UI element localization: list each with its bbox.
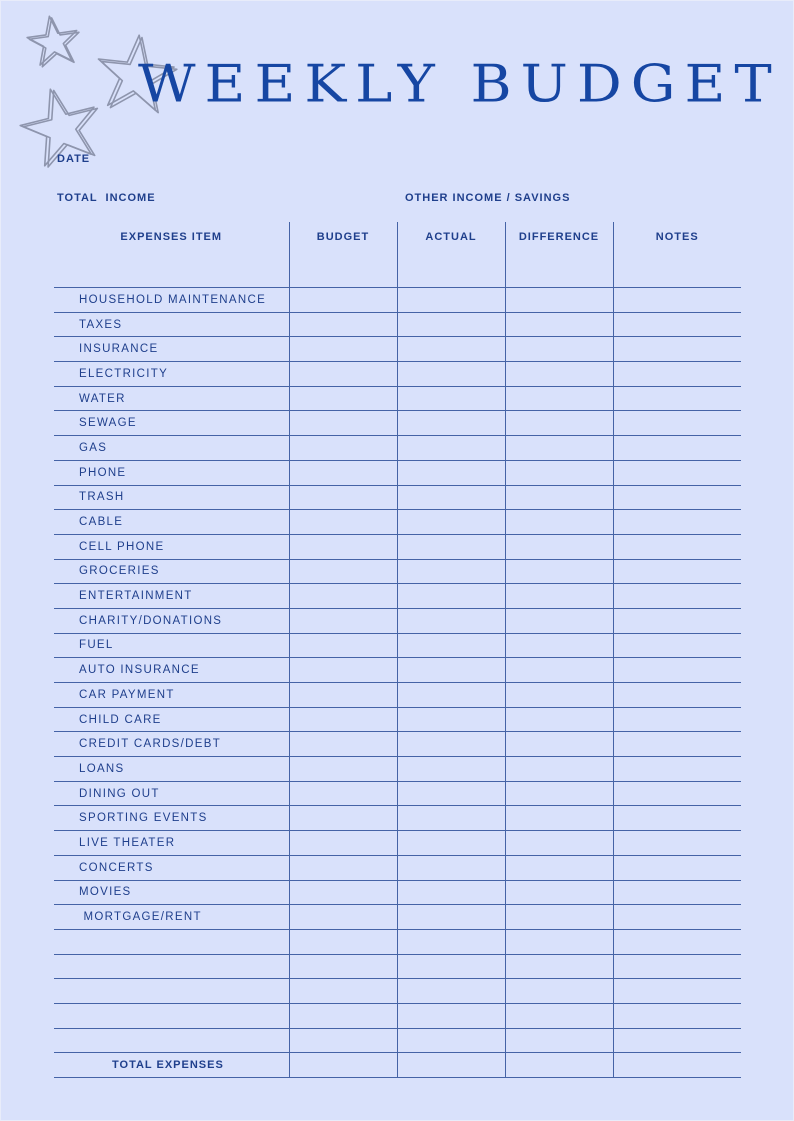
budget-cell[interactable]	[289, 855, 397, 880]
budget-cell[interactable]	[289, 510, 397, 535]
actual-cell[interactable]	[397, 337, 505, 362]
notes-cell[interactable]	[613, 880, 741, 905]
budget-cell[interactable]	[289, 905, 397, 930]
notes-cell[interactable]	[613, 312, 741, 337]
table-row	[54, 781, 741, 806]
expense-item-label: CHARITY/DONATIONS	[54, 608, 289, 633]
difference-cell[interactable]	[505, 510, 613, 535]
expense-item-label: FUEL	[54, 633, 289, 658]
budget-cell[interactable]	[289, 386, 397, 411]
expense-item-label	[54, 1003, 289, 1028]
expense-item-label: WATER	[54, 386, 289, 411]
budget-cell[interactable]	[289, 707, 397, 732]
table-row	[54, 1028, 741, 1053]
table-row	[54, 979, 741, 1004]
actual-cell[interactable]	[397, 880, 505, 905]
notes-cell[interactable]	[613, 288, 741, 313]
actual-cell[interactable]	[397, 436, 505, 461]
budget-cell[interactable]	[289, 929, 397, 954]
actual-cell[interactable]	[397, 1003, 505, 1028]
star-icon	[25, 12, 83, 68]
budget-cell[interactable]	[289, 757, 397, 782]
actual-cell[interactable]	[397, 831, 505, 856]
difference-cell[interactable]	[505, 633, 613, 658]
table-row	[54, 460, 741, 485]
expense-item-label: ENTERTAINMENT	[54, 584, 289, 609]
actual-cell[interactable]	[397, 929, 505, 954]
difference-cell[interactable]	[505, 905, 613, 930]
budget-cell[interactable]	[289, 608, 397, 633]
budget-cell[interactable]	[289, 1053, 397, 1078]
actual-cell[interactable]	[397, 757, 505, 782]
expense-item-label: INSURANCE	[54, 337, 289, 362]
difference-cell[interactable]	[505, 411, 613, 436]
budget-cell[interactable]	[289, 954, 397, 979]
notes-cell[interactable]	[613, 1003, 741, 1028]
table-row	[54, 707, 741, 732]
table-row	[54, 411, 741, 436]
table-row	[54, 929, 741, 954]
table-row	[54, 658, 741, 683]
budget-table	[54, 222, 741, 1078]
table-row	[54, 633, 741, 658]
difference-cell[interactable]	[505, 658, 613, 683]
expense-item-label: CREDIT CARDS/DEBT	[54, 732, 289, 757]
expense-item-label: SPORTING EVENTS	[54, 806, 289, 831]
expense-item-label: AUTO INSURANCE	[54, 658, 289, 683]
actual-cell[interactable]	[397, 954, 505, 979]
budget-cell[interactable]	[289, 485, 397, 510]
budget-cell[interactable]	[289, 362, 397, 387]
actual-cell[interactable]	[397, 362, 505, 387]
actual-cell[interactable]	[397, 855, 505, 880]
notes-cell[interactable]	[613, 707, 741, 732]
difference-cell[interactable]	[505, 436, 613, 461]
difference-cell[interactable]	[505, 485, 613, 510]
budget-cell[interactable]	[289, 411, 397, 436]
total-income-label: TOTAL INCOME	[57, 192, 156, 204]
table-row	[54, 559, 741, 584]
budget-cell[interactable]	[289, 683, 397, 708]
budget-cell[interactable]	[289, 534, 397, 559]
expense-item-label: TRASH	[54, 485, 289, 510]
date-label: DATE	[57, 153, 91, 165]
budget-cell[interactable]	[289, 880, 397, 905]
difference-cell[interactable]	[505, 954, 613, 979]
table-row	[54, 732, 741, 757]
notes-cell[interactable]	[613, 979, 741, 1004]
actual-cell[interactable]	[397, 559, 505, 584]
table-header-row	[54, 222, 741, 288]
budget-cell[interactable]	[289, 584, 397, 609]
difference-cell[interactable]	[505, 460, 613, 485]
difference-cell[interactable]	[505, 806, 613, 831]
expense-item-label: GROCERIES	[54, 559, 289, 584]
expense-item-label: SEWAGE	[54, 411, 289, 436]
notes-cell[interactable]	[613, 534, 741, 559]
expense-item-label: LOANS	[54, 757, 289, 782]
notes-cell[interactable]	[613, 757, 741, 782]
table-row	[54, 1003, 741, 1028]
expense-item-label	[54, 979, 289, 1004]
actual-cell[interactable]	[397, 485, 505, 510]
notes-cell[interactable]	[613, 337, 741, 362]
header-notes: NOTES	[613, 222, 741, 288]
difference-cell[interactable]	[505, 584, 613, 609]
notes-cell[interactable]	[613, 929, 741, 954]
expense-item-label: CONCERTS	[54, 855, 289, 880]
difference-cell[interactable]	[505, 831, 613, 856]
header-budget: BUDGET	[289, 222, 397, 288]
expense-item-label: DINING OUT	[54, 781, 289, 806]
expense-item-label: GAS	[54, 436, 289, 461]
expense-item-label: CELL PHONE	[54, 534, 289, 559]
actual-cell[interactable]	[397, 905, 505, 930]
notes-cell[interactable]	[613, 559, 741, 584]
budget-cell[interactable]	[289, 806, 397, 831]
other-income-label: OTHER INCOME / SAVINGS	[405, 192, 571, 204]
expense-item-label	[54, 929, 289, 954]
header-actual: ACTUAL	[397, 222, 505, 288]
difference-cell[interactable]	[505, 362, 613, 387]
expense-item-label: LIVE THEATER	[54, 831, 289, 856]
notes-cell[interactable]	[613, 362, 741, 387]
notes-cell[interactable]	[613, 1053, 741, 1078]
table-row	[54, 608, 741, 633]
actual-cell[interactable]	[397, 732, 505, 757]
difference-cell[interactable]	[505, 608, 613, 633]
difference-cell[interactable]	[505, 337, 613, 362]
table-row	[54, 806, 741, 831]
difference-cell[interactable]	[505, 1053, 613, 1078]
budget-cell[interactable]	[289, 781, 397, 806]
table-body	[54, 288, 741, 1078]
expense-item-label	[54, 954, 289, 979]
notes-cell[interactable]	[613, 436, 741, 461]
difference-cell[interactable]	[505, 979, 613, 1004]
notes-cell[interactable]	[613, 683, 741, 708]
notes-cell[interactable]	[613, 954, 741, 979]
actual-cell[interactable]	[397, 707, 505, 732]
difference-cell[interactable]	[505, 683, 613, 708]
table-row	[54, 584, 741, 609]
notes-cell[interactable]	[613, 386, 741, 411]
notes-cell[interactable]	[613, 584, 741, 609]
notes-cell[interactable]	[613, 1028, 741, 1053]
budget-cell[interactable]	[289, 559, 397, 584]
notes-cell[interactable]	[613, 485, 741, 510]
difference-cell[interactable]	[505, 929, 613, 954]
difference-cell[interactable]	[505, 1003, 613, 1028]
difference-cell[interactable]	[505, 855, 613, 880]
expense-item-label: CAR PAYMENT	[54, 683, 289, 708]
table-row	[54, 855, 741, 880]
table-row	[54, 510, 741, 535]
notes-cell[interactable]	[613, 781, 741, 806]
notes-cell[interactable]	[613, 855, 741, 880]
expense-item-label: PHONE	[54, 460, 289, 485]
table-row	[54, 905, 741, 930]
budget-cell[interactable]	[289, 288, 397, 313]
budget-cell[interactable]	[289, 633, 397, 658]
actual-cell[interactable]	[397, 683, 505, 708]
actual-cell[interactable]	[397, 806, 505, 831]
actual-cell[interactable]	[397, 312, 505, 337]
notes-cell[interactable]	[613, 806, 741, 831]
notes-cell[interactable]	[613, 411, 741, 436]
difference-cell[interactable]	[505, 781, 613, 806]
actual-cell[interactable]	[397, 460, 505, 485]
difference-cell[interactable]	[505, 732, 613, 757]
total-expenses-label: TOTAL EXPENSES	[54, 1053, 289, 1078]
budget-cell[interactable]	[289, 831, 397, 856]
actual-cell[interactable]	[397, 534, 505, 559]
budget-cell[interactable]	[289, 312, 397, 337]
expense-item-label: CHILD CARE	[54, 707, 289, 732]
difference-cell[interactable]	[505, 559, 613, 584]
difference-cell[interactable]	[505, 880, 613, 905]
difference-cell[interactable]	[505, 312, 613, 337]
budget-cell[interactable]	[289, 337, 397, 362]
notes-cell[interactable]	[613, 831, 741, 856]
expense-item-label: HOUSEHOLD MAINTENANCE	[54, 288, 289, 313]
budget-cell[interactable]	[289, 979, 397, 1004]
actual-cell[interactable]	[397, 781, 505, 806]
expense-item-label: MOVIES	[54, 880, 289, 905]
actual-cell[interactable]	[397, 633, 505, 658]
notes-cell[interactable]	[613, 905, 741, 930]
expense-item-label	[54, 1028, 289, 1053]
actual-cell[interactable]	[397, 288, 505, 313]
budget-cell[interactable]	[289, 436, 397, 461]
actual-cell[interactable]	[397, 411, 505, 436]
notes-cell[interactable]	[613, 633, 741, 658]
notes-cell[interactable]	[613, 608, 741, 633]
budget-cell[interactable]	[289, 1003, 397, 1028]
expense-item-label: MORTGAGE/RENT	[54, 905, 289, 930]
budget-cell[interactable]	[289, 460, 397, 485]
total-expenses-row	[54, 1053, 741, 1078]
difference-cell[interactable]	[505, 707, 613, 732]
actual-cell[interactable]	[397, 658, 505, 683]
expense-item-label: ELECTRICITY	[54, 362, 289, 387]
notes-cell[interactable]	[613, 460, 741, 485]
budget-cell[interactable]	[289, 658, 397, 683]
difference-cell[interactable]	[505, 386, 613, 411]
actual-cell[interactable]	[397, 1028, 505, 1053]
difference-cell[interactable]	[505, 534, 613, 559]
actual-cell[interactable]	[397, 979, 505, 1004]
header-expenses-item: EXPENSES ITEM	[54, 222, 289, 288]
table-row	[54, 534, 741, 559]
notes-cell[interactable]	[613, 732, 741, 757]
table-row	[54, 386, 741, 411]
budget-cell[interactable]	[289, 732, 397, 757]
page-title: WEEKLY BUDGET	[138, 54, 781, 115]
difference-cell[interactable]	[505, 1028, 613, 1053]
actual-cell[interactable]	[397, 510, 505, 535]
table-row	[54, 485, 741, 510]
table-row	[54, 436, 741, 461]
difference-cell[interactable]	[505, 757, 613, 782]
difference-cell[interactable]	[505, 288, 613, 313]
table-row	[54, 757, 741, 782]
actual-cell[interactable]	[397, 608, 505, 633]
actual-cell[interactable]	[397, 386, 505, 411]
notes-cell[interactable]	[613, 658, 741, 683]
expense-item-label: CABLE	[54, 510, 289, 535]
header-difference: DIFFERENCE	[505, 222, 613, 288]
table-row	[54, 362, 741, 387]
budget-cell[interactable]	[289, 1028, 397, 1053]
notes-cell[interactable]	[613, 510, 741, 535]
table-row	[54, 683, 741, 708]
expense-item-label: TAXES	[54, 312, 289, 337]
actual-cell[interactable]	[397, 584, 505, 609]
table-row	[54, 831, 741, 856]
table-row	[54, 288, 741, 313]
table-row	[54, 312, 741, 337]
table-row	[54, 337, 741, 362]
actual-cell[interactable]	[397, 1053, 505, 1078]
table-row	[54, 880, 741, 905]
table-row	[54, 954, 741, 979]
